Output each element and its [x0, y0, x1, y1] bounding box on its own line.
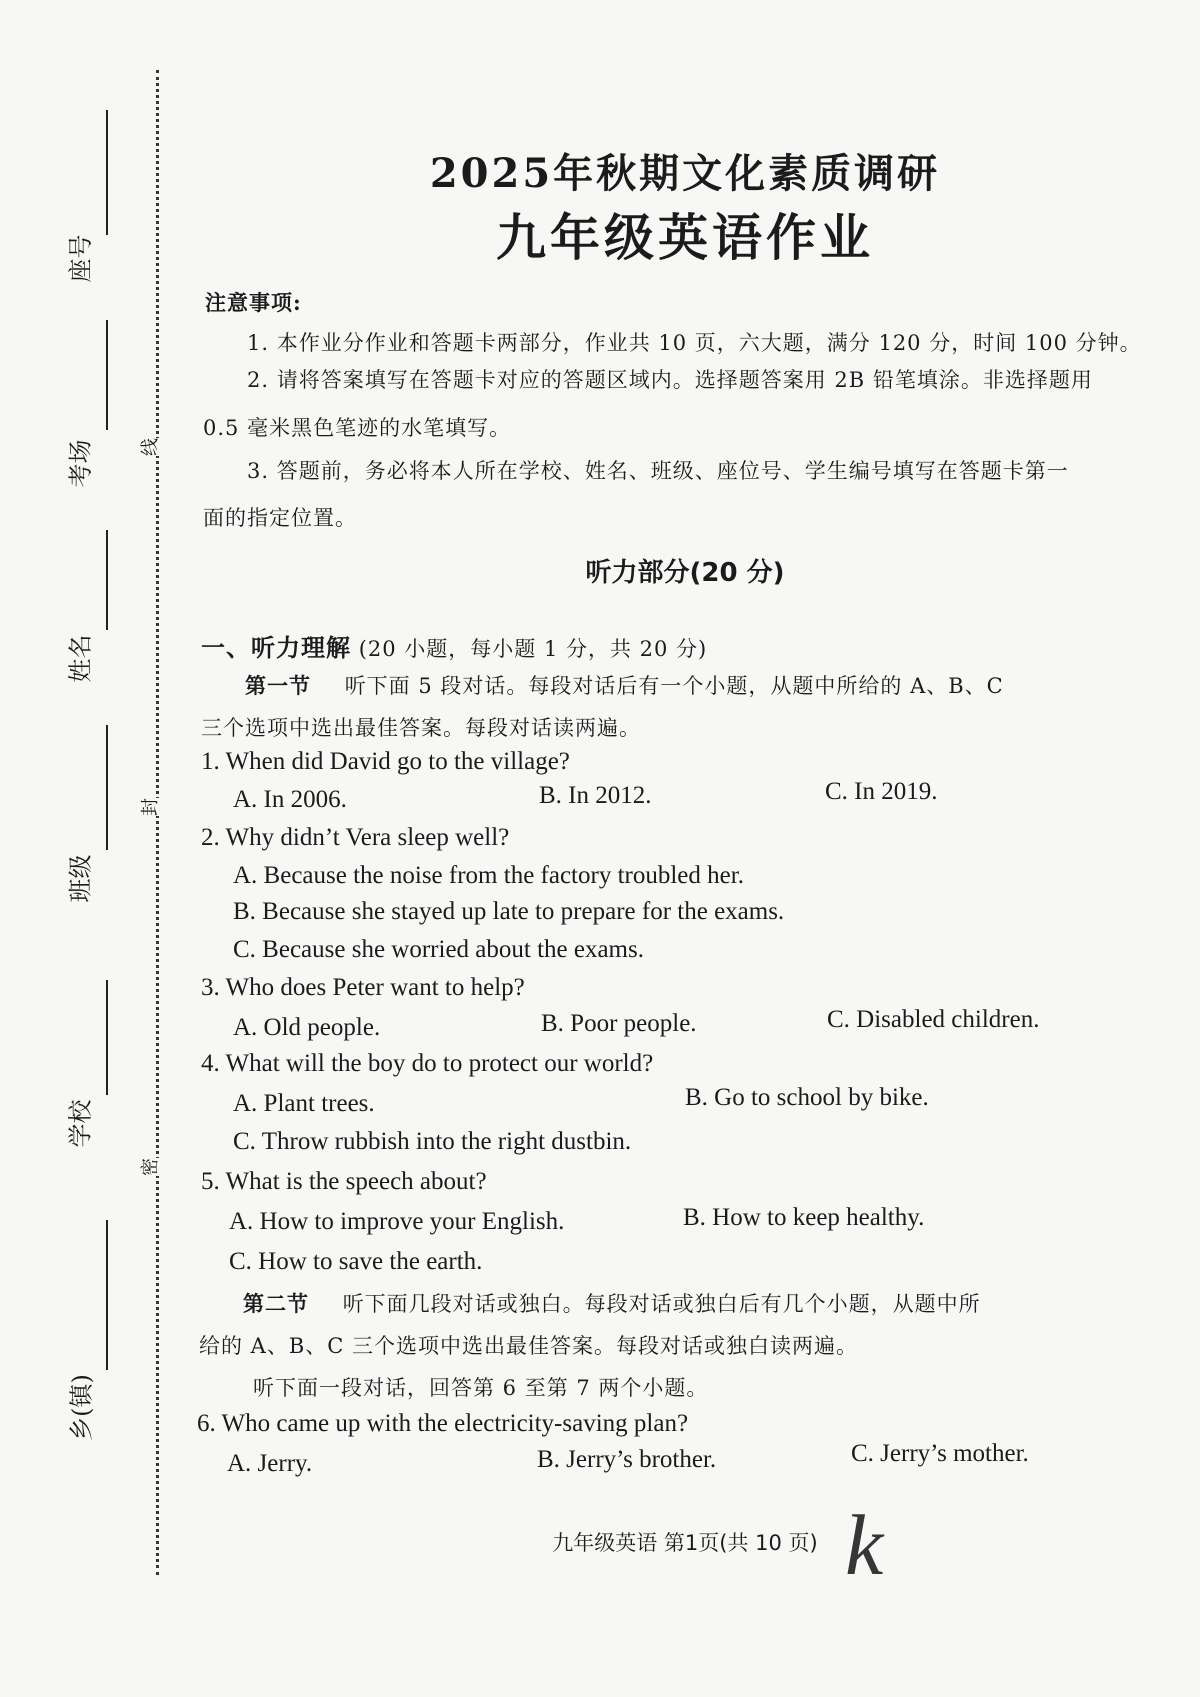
school-label: 学校 [66, 1099, 95, 1148]
question-5: 5. What is the speech about? [201, 1168, 487, 1195]
q2-option-c: C. Because she worried about the exams. [233, 936, 644, 963]
section-two-instruction: 听下面几段对话或独白。每段对话或独白后有几个小题，从题中所 [342, 1292, 981, 1316]
q3-option-b: B. Poor people. [541, 1010, 697, 1037]
notes-item-3-cont: 面的指定位置。 [203, 506, 357, 530]
seal-dotted-line [156, 70, 159, 1575]
question-4: 4. What will the boy do to protect our world? [201, 1050, 654, 1077]
listening-section-title: 听力部分(20 分) [585, 558, 785, 588]
notes-item-2-cont: 0.5 毫米黑色笔迹的水笔填写。 [203, 416, 512, 440]
handwritten-k-mark: k [845, 1497, 884, 1593]
part-one-note: (20 小题，每小题 1 分，共 20 分) [358, 637, 708, 661]
township-label: 乡(镇) [67, 1374, 96, 1441]
q6-option-a: A. Jerry. [227, 1450, 313, 1477]
question-6: 6. Who came up with the electricity-saving plan? [197, 1410, 689, 1437]
section-one-label: 第一节 [245, 673, 311, 698]
q2-option-a: A. Because the noise from the factory troubled her. [233, 862, 744, 889]
question-1: 1. When did David go to the village? [201, 748, 570, 775]
section-two-instruction-cont: 给的 A、B、C 三个选项中选出最佳答案。每段对话或独白读两遍。 [199, 1334, 859, 1358]
school-line [106, 980, 108, 1095]
question-3: 3. Who does Peter want to help? [201, 974, 525, 1001]
section-one-instruction: 听下面 5 段对话。每段对话后有一个小题，从题中所给的 A、B、C [344, 674, 1004, 698]
section-two-row [243, 1288, 981, 1318]
exam-room-label: 考场 [66, 439, 95, 488]
class-label: 班级 [66, 854, 95, 903]
part-one-heading: 一、听力理解 [201, 633, 351, 662]
exam-room-field [58, 320, 168, 488]
class-field [58, 725, 168, 903]
part-one-heading-row [201, 628, 707, 663]
section-two-passage-instruction: 听下面一段对话，回答第 6 至第 7 两个小题。 [253, 1376, 709, 1400]
q1-option-a: A. In 2006. [233, 786, 347, 813]
name-line [106, 530, 108, 630]
notes-heading: 注意事项: [205, 290, 302, 315]
exam-room-line [106, 320, 108, 430]
q1-option-c: C. In 2019. [825, 778, 938, 805]
q4-option-c: C. Throw rubbish into the right dustbin. [233, 1128, 632, 1155]
exam-title: 2025年秋期文化素质调研 [429, 150, 941, 197]
notes-item-3: 3. 答题前，务必将本人所在学校、姓名、班级、座位号、学生编号填写在答题卡第一 [247, 459, 1069, 483]
township-line [106, 1220, 108, 1370]
cut-mark-line: 线 [140, 438, 161, 456]
q3-option-c: C. Disabled children. [827, 1006, 1040, 1033]
notes-item-2: 2. 请将答案填写在答题卡对应的答题区域内。选择题答案用 2B 铅笔填涂。非选择题用 [247, 368, 1093, 392]
q3-option-a: A. Old people. [233, 1014, 381, 1041]
cut-mark-secret: 密 [140, 1158, 161, 1176]
seat-number-field [58, 110, 168, 283]
seat-number-line [106, 110, 108, 235]
q5-option-c: C. How to save the earth. [229, 1248, 483, 1275]
name-field [58, 530, 168, 683]
question-2: 2. Why didn’t Vera sleep well? [201, 824, 510, 851]
q4-option-b: B. Go to school by bike. [685, 1084, 929, 1111]
section-one-row [245, 670, 1004, 700]
school-field [58, 980, 168, 1148]
binding-margin [0, 0, 175, 1697]
exam-subtitle: 九年级英语作业 [496, 208, 874, 267]
q2-option-b: B. Because she stayed up late to prepare for the exams. [233, 898, 785, 925]
q6-option-c: C. Jerry’s mother. [851, 1440, 1029, 1467]
section-two-label: 第二节 [243, 1291, 309, 1316]
q1-option-b: B. In 2012. [539, 782, 652, 809]
page-footer: 九年级英语 第1页(共 10 页) [552, 1531, 818, 1555]
class-line [106, 725, 108, 850]
name-label: 姓名 [66, 634, 95, 683]
q5-option-b: B. How to keep healthy. [683, 1204, 925, 1231]
seat-number-label: 座号 [66, 234, 95, 283]
q4-option-a: A. Plant trees. [233, 1090, 375, 1117]
q6-option-b: B. Jerry’s brother. [537, 1446, 717, 1473]
cut-mark-seal: 封 [140, 798, 161, 816]
section-one-instruction-cont: 三个选项中选出最佳答案。每段对话读两遍。 [201, 716, 641, 740]
township-field [58, 1220, 168, 1441]
q5-option-a: A. How to improve your English. [229, 1208, 565, 1235]
notes-item-1: 1. 本作业分作业和答题卡两部分，作业共 10 页，六大题，满分 120 分，时间 100 分钟。 [247, 331, 1142, 355]
